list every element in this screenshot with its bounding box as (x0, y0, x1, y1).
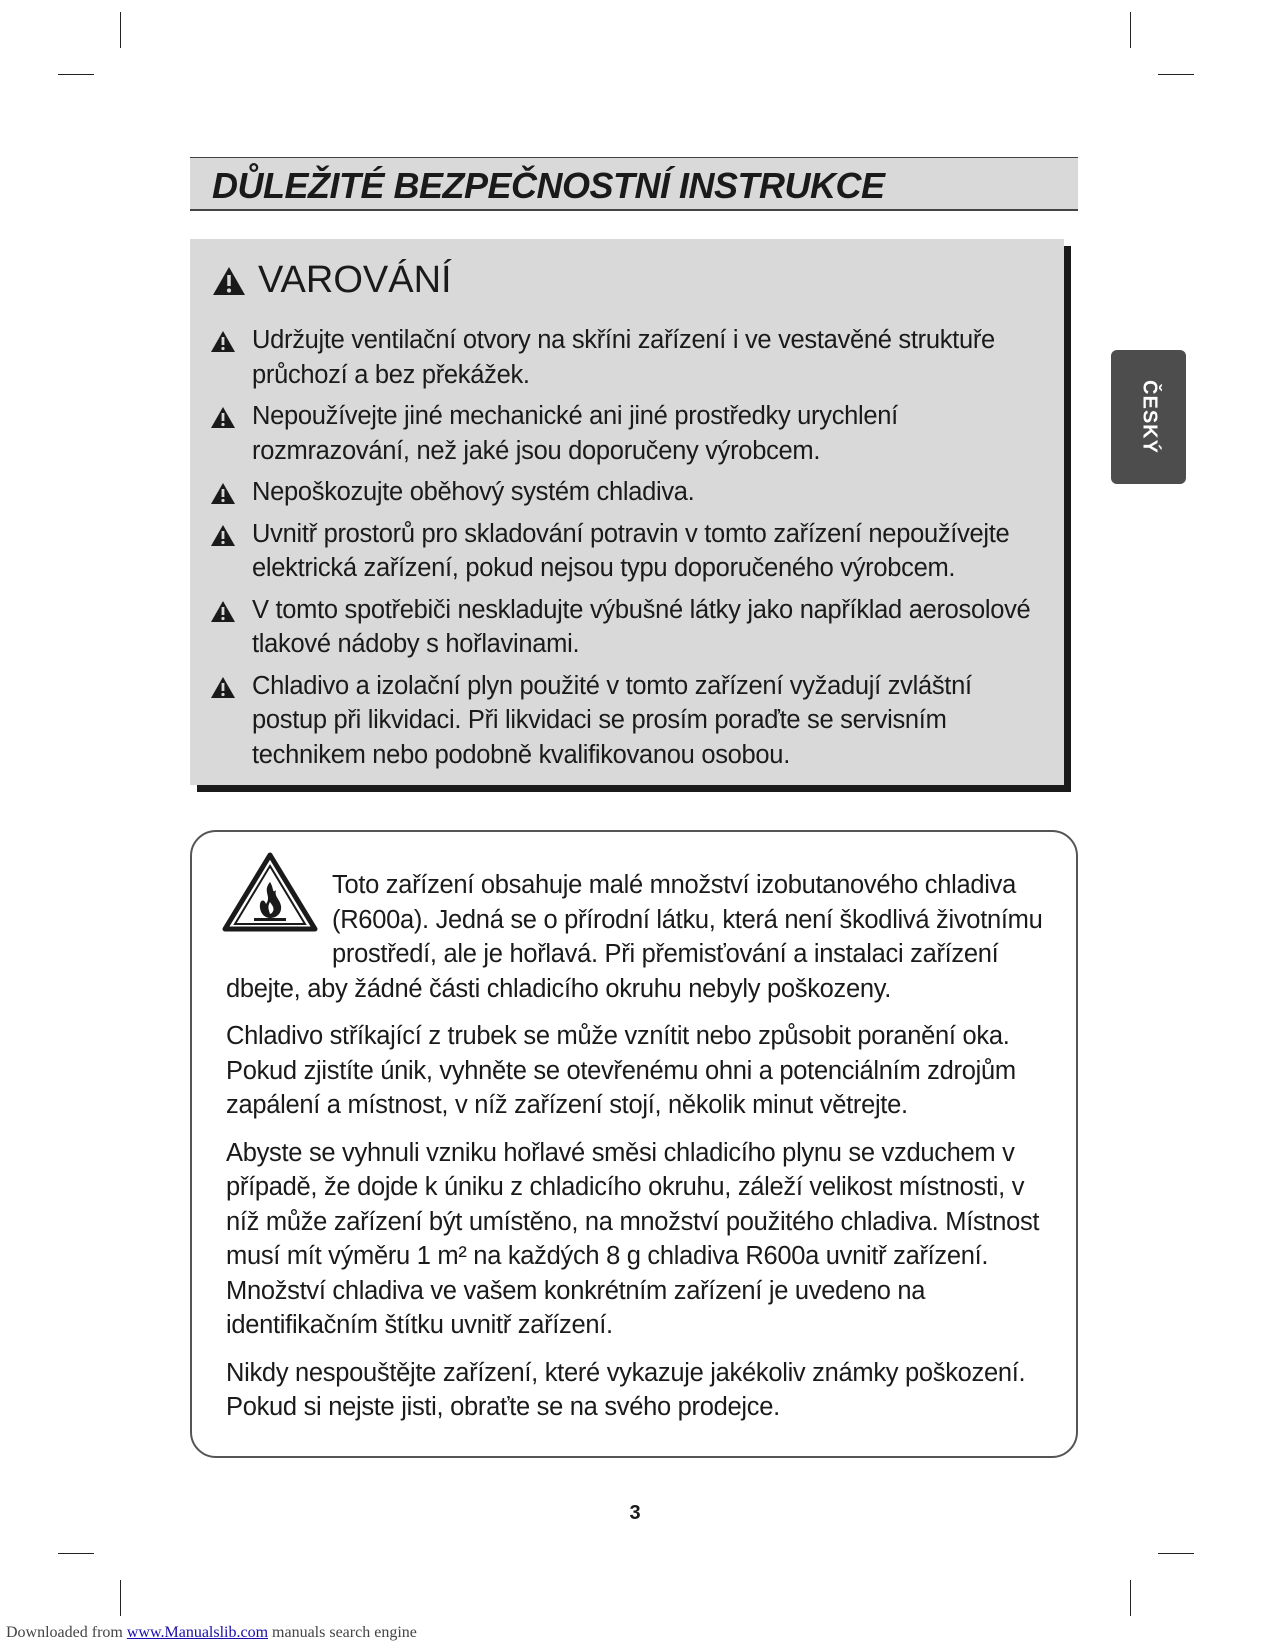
info-content (226, 868, 1046, 1438)
warning-box (190, 239, 1064, 785)
warning-triangle-icon (210, 600, 236, 662)
warning-triangle-icon (210, 482, 236, 510)
warning-item-text: Chladivo a izolační plyn použité v tomto zařízení vyžadují zvláštní postup při likvidaci. Při likvidaci se prosím poraďte se servisním technikem nebo podobně kvalifikovanou osobou. (252, 671, 972, 769)
warning-item (210, 669, 1050, 773)
footer-suffix: manuals search engine (268, 1624, 417, 1641)
info-paragraph: Chladivo stříkající z trubek se může vznítit nebo způsobit poranění oka. Pokud zjistíte únik, vyhněte se otevřenému ohni a potenciálním zdrojům zapálení a místnost, v níž zařízení stojí, několik minut větrejte. (226, 1022, 1016, 1119)
crop-mark (120, 1580, 121, 1616)
warning-heading (212, 259, 452, 302)
warning-item-text: Uvnitř prostorů pro skladování potravin v tomto zařízení nepoužívejte elektrická zařízení, pokud nejsou typu doporučeného výrobcem. (252, 519, 1010, 582)
warning-triangle-icon (210, 330, 236, 392)
warning-triangle-icon (212, 266, 246, 296)
page-title: DŮLEŽITÉ BEZPEČNOSTNÍ INSTRUKCE (212, 165, 885, 206)
info-paragraph: Nikdy nespouštějte zařízení, které vykazuje jakékoliv známky poškození. Pokud si nejste jisti, obraťte se na svého prodejce. (226, 1358, 1026, 1421)
warning-triangle-icon (210, 524, 236, 586)
crop-mark (1130, 12, 1131, 48)
title-bar (190, 157, 1078, 211)
download-footer (6, 1624, 417, 1642)
warning-list (210, 323, 1050, 779)
warning-item (210, 517, 1050, 586)
crop-mark (58, 74, 94, 75)
language-tab-label: ČESKÝ (1138, 380, 1160, 454)
warning-item-text: Nepoužívejte jiné mechanické ani jiné prostředky urychlení rozmrazování, než jaké jsou doporučeny výrobcem. (252, 402, 898, 465)
icon-spacer (226, 868, 332, 946)
warning-item (210, 323, 1050, 392)
info-paragraph: Abyste se vyhnuli vzniku hořlavé směsi chladicího plynu se vzduchem v případě, že dojde k úniku z chladicího okruhu, záleží velikost místnosti, v níž může zařízení být umístěno, na množství použitého chladiva. Místnost musí mít výměru 1 m² na každých 8 g chladiva R600a uvnitř zařízení. Množství chladiva ve vašem konkrétním zařízení je uvedeno na identifikačním štítku uvnitř zařízení. (226, 1138, 1040, 1339)
warning-item (210, 475, 1050, 510)
crop-mark (1158, 1553, 1194, 1554)
warning-item-text: V tomto spotřebiči neskladujte výbušné látky jako například aerosolové tlakové nádoby s hořlavinami. (252, 595, 1031, 658)
warning-heading-label: VAROVÁNÍ (258, 259, 452, 301)
warning-item-text: Udržujte ventilační otvory na skříni zařízení i ve vestavěné struktuře průchozí a bez překážek. (252, 326, 995, 389)
warning-triangle-icon (210, 676, 236, 773)
manualslib-link[interactable]: www.Manualslib.com (126, 1624, 269, 1641)
warning-triangle-icon (210, 406, 236, 468)
warning-item-text: Nepoškozujte oběhový systém chladiva. (252, 478, 695, 506)
page-number: 3 (629, 1502, 641, 1524)
footer-prefix: Downloaded from (6, 1624, 127, 1641)
crop-mark (1130, 1580, 1131, 1616)
language-tab (1111, 350, 1186, 484)
warning-item (210, 593, 1050, 662)
crop-mark (120, 12, 121, 48)
info-paragraph (226, 868, 1046, 1006)
info-paragraph-text: Toto zařízení obsahuje malé množství izobutanového chladiva (R600a). Jedná se o přírodní látku, která není škodlivá životnímu prostředí, ale je hořlavá. Při přemisťování a instalaci zařízení dbejte, aby žádné části chladicího okruhu nebyly poškozeny. (226, 871, 1043, 1003)
crop-mark (1158, 74, 1194, 75)
refrigerant-info-box (190, 830, 1078, 1458)
crop-mark (58, 1553, 94, 1554)
warning-item (210, 399, 1050, 468)
